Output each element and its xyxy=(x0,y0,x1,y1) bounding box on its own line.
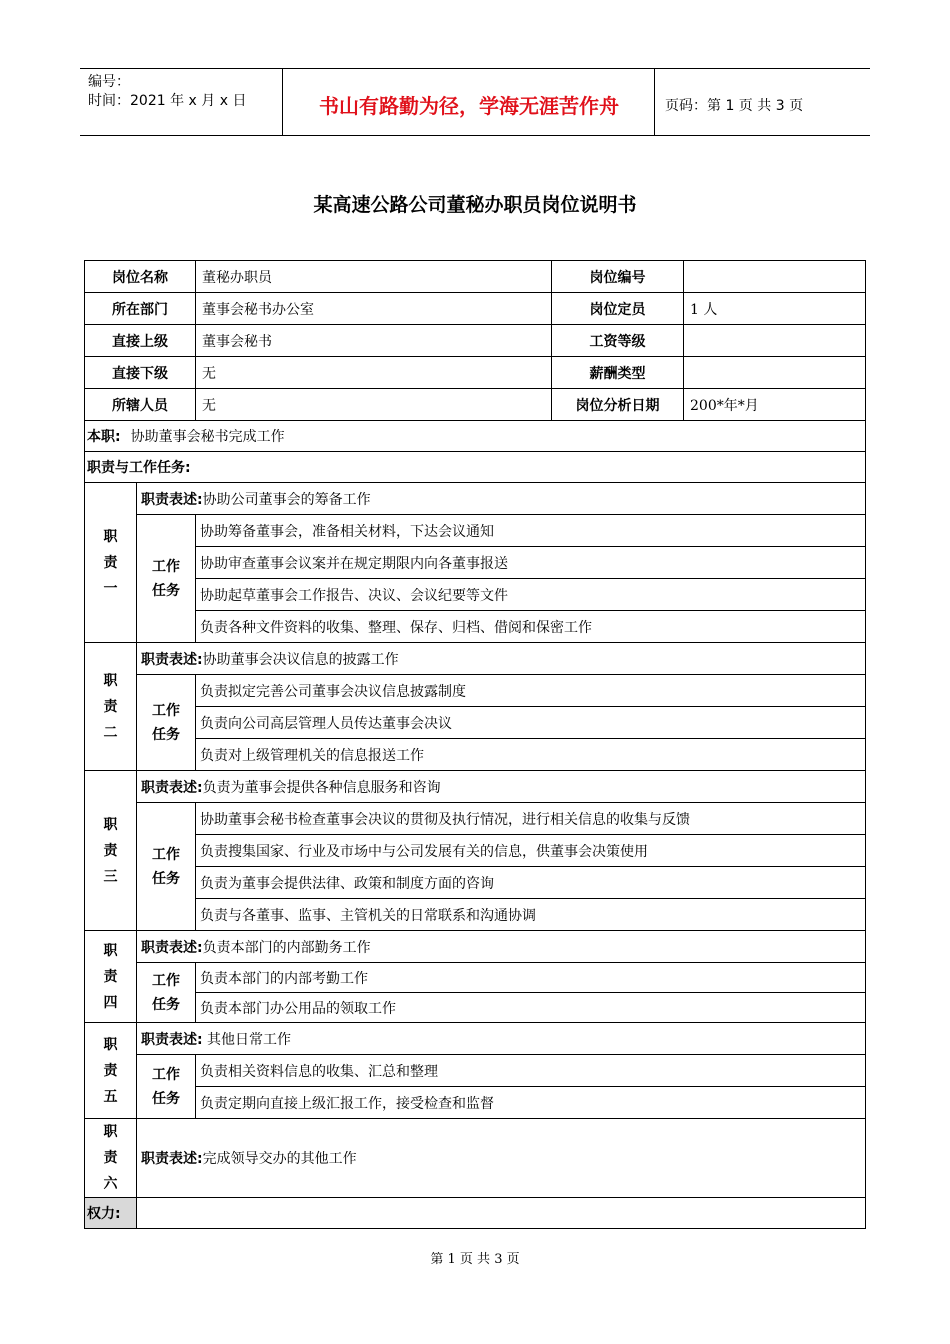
task-item: 负责为董事会提供法律、政策和制度方面的咨询 xyxy=(196,867,866,899)
duty-task-row xyxy=(85,515,866,547)
duty-task-row xyxy=(85,1055,866,1087)
duty-desc-value: 负责为董事会提供各种信息服务和咨询 xyxy=(202,779,441,796)
duty-task-row xyxy=(85,739,866,771)
header-top-rule xyxy=(80,68,870,69)
duty-task-row xyxy=(85,963,866,993)
info-label: 所在部门 xyxy=(85,293,196,325)
task-label: 工作 任务 xyxy=(137,803,196,931)
duty-desc-row xyxy=(85,643,866,675)
info-label: 岗位名称 xyxy=(85,261,196,293)
duty-name: 职 责 五 xyxy=(85,1023,137,1119)
duty-desc-cell xyxy=(137,643,866,675)
info-value: 董事会秘书 xyxy=(196,325,552,357)
power-value xyxy=(137,1198,866,1229)
info-row xyxy=(85,389,866,421)
job-description-table xyxy=(84,260,866,1229)
info-label: 直接上级 xyxy=(85,325,196,357)
task-item: 协助起草董事会工作报告、决议、会议纪要等文件 xyxy=(196,579,866,611)
power-label: 权力: xyxy=(85,1198,137,1229)
info-value xyxy=(684,325,866,357)
duty-task-row xyxy=(85,611,866,643)
duty-desc-cell xyxy=(137,1023,866,1055)
info-label: 所辖人员 xyxy=(85,389,196,421)
page-title: 某高速公路公司董秘办职员岗位说明书 xyxy=(313,194,637,216)
task-item: 负责与各董事、监事、主管机关的日常联系和沟通协调 xyxy=(196,899,866,931)
info-row xyxy=(85,357,866,389)
info-value: 董秘办职员 xyxy=(196,261,552,293)
duty-task-row xyxy=(85,579,866,611)
duty-name: 职 责 六 xyxy=(85,1119,137,1198)
info-value: 董事会秘书办公室 xyxy=(196,293,552,325)
task-item: 负责相关资料信息的收集、汇总和整理 xyxy=(196,1055,866,1087)
duty-desc-value: 负责本部门的内部勤务工作 xyxy=(202,939,371,956)
duty-desc-label: 职责表述: xyxy=(141,1031,203,1048)
duty-desc-label: 职责表述: xyxy=(141,1151,203,1167)
task-item: 负责搜集国家、行业及市场中与公司发展有关的信息，供董事会决策使用 xyxy=(196,835,866,867)
task-item: 负责对上级管理机关的信息报送工作 xyxy=(196,739,866,771)
duty-desc-label: 职责表述: xyxy=(141,651,203,668)
power-row xyxy=(85,1198,866,1229)
duties-header-row xyxy=(85,452,866,483)
duty-name: 职 责 三 xyxy=(85,771,137,931)
info-value: 无 xyxy=(196,389,552,421)
job-label: 本职: xyxy=(87,429,121,445)
task-item: 协助审查董事会议案并在规定期限内向各董事报送 xyxy=(196,547,866,579)
duty-task-row xyxy=(85,675,866,707)
duty-desc-label: 职责表述: xyxy=(141,491,203,508)
duty-name: 职 责 四 xyxy=(85,931,137,1023)
task-item: 负责拟定完善公司董事会决议信息披露制度 xyxy=(196,675,866,707)
task-label: 工作 任务 xyxy=(137,963,196,1023)
duty-desc-value: 协助董事会决议信息的披露工作 xyxy=(202,651,399,668)
duty-task-row xyxy=(85,707,866,739)
duty-desc-value: 完成领导交办的其他工作 xyxy=(202,1151,357,1167)
info-label: 岗位分析日期 xyxy=(552,389,684,421)
duty-task-row xyxy=(85,993,866,1023)
page-footer: 第 1 页 共 3 页 xyxy=(430,1252,520,1267)
doc-code-label: 编号： xyxy=(88,74,130,90)
duty-task-row xyxy=(85,803,866,835)
doc-time-label: 时间：2021 年 x 月 x 日 xyxy=(88,93,247,109)
job-row xyxy=(85,421,866,452)
duty-desc-row xyxy=(85,1119,866,1198)
task-item: 协助筹备董事会，准备相关材料，下达会议通知 xyxy=(196,515,866,547)
header-divider-left xyxy=(282,68,283,136)
duty-desc-row xyxy=(85,1023,866,1055)
task-label: 工作 任务 xyxy=(137,1055,196,1119)
task-label: 工作 任务 xyxy=(137,515,196,643)
duty-name: 职 责 二 xyxy=(85,643,137,771)
info-label: 岗位定员 xyxy=(552,293,684,325)
job-value: 协助董事会秘书完成工作 xyxy=(130,429,285,445)
duty-desc-cell xyxy=(137,483,866,515)
duty-task-row xyxy=(85,835,866,867)
header-motto: 书山有路勤为径，学海无涯苦作舟 xyxy=(319,94,619,118)
task-label: 工作 任务 xyxy=(137,675,196,771)
duty-desc-row xyxy=(85,483,866,515)
info-label: 工资等级 xyxy=(552,325,684,357)
duty-task-row xyxy=(85,547,866,579)
info-value xyxy=(684,357,866,389)
duty-desc-cell xyxy=(137,771,866,803)
header-page-label: 页码：第 1 页 共 3 页 xyxy=(665,98,804,114)
info-row xyxy=(85,325,866,357)
duties-header: 职责与工作任务: xyxy=(85,452,866,483)
duty-desc-row xyxy=(85,931,866,963)
task-item: 负责本部门办公用品的领取工作 xyxy=(196,993,866,1023)
task-item: 负责向公司高层管理人员传达董事会决议 xyxy=(196,707,866,739)
duty-name: 职 责 一 xyxy=(85,483,137,643)
duty-desc-value: 协助公司董事会的筹备工作 xyxy=(202,491,371,508)
job-summary-cell xyxy=(85,421,866,452)
info-value: 200*年*月 xyxy=(684,389,866,421)
info-row xyxy=(85,261,866,293)
duty-task-row xyxy=(85,899,866,931)
duty-task-row xyxy=(85,1087,866,1119)
info-row xyxy=(85,293,866,325)
info-value: 无 xyxy=(196,357,552,389)
header-divider-right xyxy=(654,68,655,136)
task-item: 负责定期向直接上级汇报工作，接受检查和监督 xyxy=(196,1087,866,1119)
duty-desc-row xyxy=(85,771,866,803)
duty-task-row xyxy=(85,867,866,899)
task-item: 协助董事会秘书检查董事会决议的贯彻及执行情况，进行相关信息的收集与反馈 xyxy=(196,803,866,835)
info-label: 薪酬类型 xyxy=(552,357,684,389)
duty-desc-cell xyxy=(137,1119,866,1198)
task-item: 负责本部门的内部考勤工作 xyxy=(196,963,866,993)
duty-desc-label: 职责表述: xyxy=(141,939,203,956)
info-label: 直接下级 xyxy=(85,357,196,389)
duty-desc-value: 其他日常工作 xyxy=(202,1031,292,1048)
task-item: 负责各种文件资料的收集、整理、保存、归档、借阅和保密工作 xyxy=(196,611,866,643)
duty-desc-label: 职责表述: xyxy=(141,779,203,796)
info-value xyxy=(684,261,866,293)
header-bottom-rule xyxy=(80,135,870,136)
info-value: 1 人 xyxy=(684,293,866,325)
info-label: 岗位编号 xyxy=(552,261,684,293)
duty-desc-cell xyxy=(137,931,866,963)
